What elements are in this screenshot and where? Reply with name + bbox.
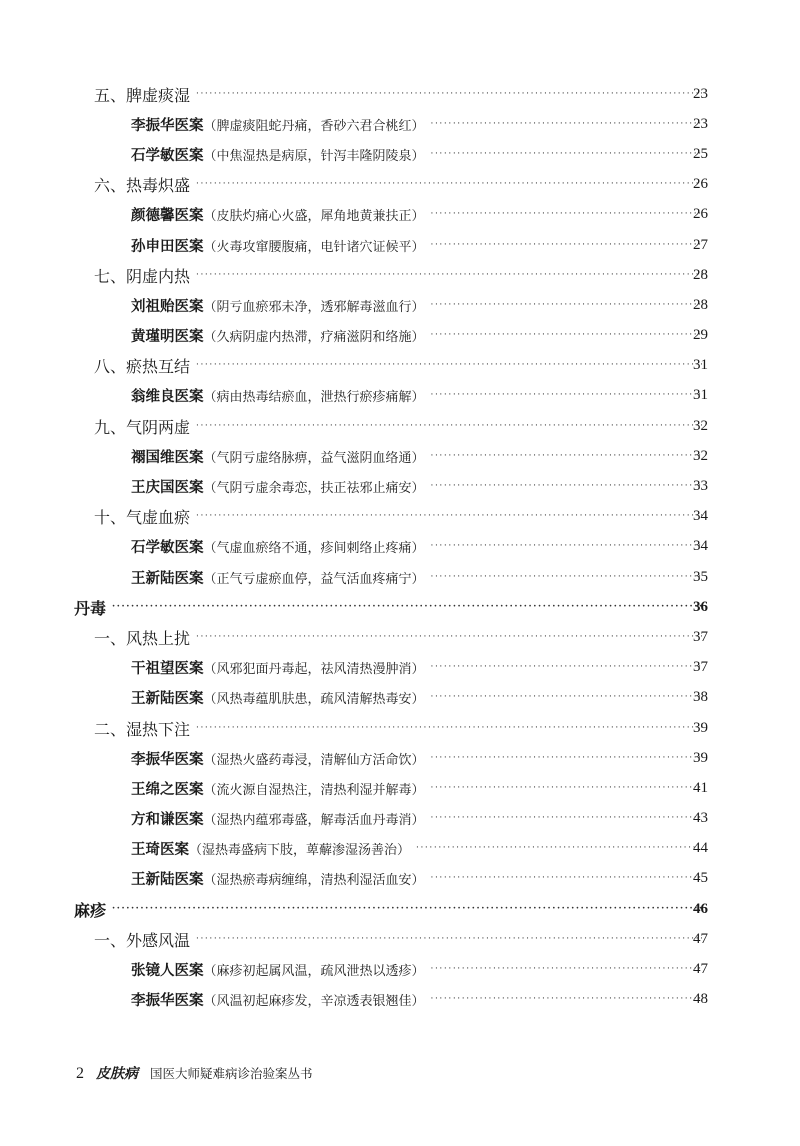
toc-page-number: 39 [693, 719, 708, 736]
toc-case-row[interactable] [0, 381, 800, 411]
leader-dots [196, 633, 702, 642]
toc-case-row[interactable] [0, 954, 800, 984]
toc-entry-title [131, 687, 425, 708]
toc-page-number: 35 [693, 568, 708, 585]
toc-page-number: 23 [693, 115, 708, 132]
case-physician-name: 张镜人医案 [131, 962, 204, 980]
leader-dots [431, 995, 702, 1004]
toc-page-number: 46 [693, 900, 708, 917]
case-physician-name: 刘祖贻医案 [131, 297, 204, 315]
toc-case-row[interactable] [0, 139, 800, 169]
toc-entry-title [131, 144, 425, 165]
toc-page-number: 37 [693, 628, 708, 645]
toc-entry-title [131, 808, 425, 829]
case-description: （湿热火盛药毒浸，清解仙方活命饮） [203, 752, 425, 768]
toc-case-row[interactable] [0, 743, 800, 773]
toc-section-row[interactable] [0, 411, 800, 441]
section-title: 十、气虚血瘀 [94, 508, 191, 528]
leader-dots [431, 210, 702, 219]
toc-entry-title [131, 778, 425, 799]
leader-dots [196, 422, 702, 431]
case-description: （气阴亏虚络脉痹，益气滋阴血络通） [203, 450, 425, 466]
case-physician-name: 李振华医案 [131, 992, 204, 1010]
case-description: （久病阴虚内热滞，疗痛滋阴和络施） [203, 330, 425, 346]
leader-dots [196, 935, 702, 944]
toc-entry-title [131, 385, 425, 406]
toc-case-row[interactable] [0, 683, 800, 713]
case-description: （病由热毒结瘀血，泄热行瘀疹痛解） [203, 390, 425, 406]
toc-case-row[interactable] [0, 471, 800, 501]
case-physician-name: 黄瑾明医案 [131, 328, 204, 346]
section-title: 八、瘀热互结 [94, 357, 191, 377]
toc-page-number: 31 [693, 387, 708, 404]
case-physician-name: 王庆国医案 [131, 479, 204, 497]
toc-entry-title [131, 295, 425, 316]
leader-dots [431, 120, 702, 129]
toc-page-number: 38 [693, 689, 708, 706]
case-description: （湿热瘀毒病缠绵，清热利湿活血安） [203, 873, 425, 889]
leader-dots [431, 965, 702, 974]
case-description: （中焦湿热是病原，针泻丰隆阴陵泉） [203, 148, 425, 164]
toc-case-row[interactable] [0, 653, 800, 683]
toc-entry-title [131, 657, 425, 678]
case-description: （风邪犯面丹毒起，祛风清热漫肿消） [203, 662, 425, 678]
leader-dots [112, 905, 702, 914]
table-of-contents [0, 79, 800, 1015]
toc-page-number: 32 [693, 417, 708, 434]
toc-page-number: 41 [693, 779, 708, 796]
toc-page-number: 28 [693, 266, 708, 283]
section-title: 二、湿热下注 [94, 719, 191, 739]
toc-entry-title [131, 748, 425, 769]
case-description: （火毒攻窜腰腹痛，电针诸穴证候平） [203, 239, 425, 255]
book-title: 皮肤病 [96, 1066, 138, 1082]
toc-entry-title [131, 114, 425, 135]
leader-dots [431, 784, 702, 793]
toc-section-row[interactable] [0, 622, 800, 652]
toc-case-row[interactable] [0, 290, 800, 320]
case-description: （气虚血瘀络不通，疹间刺络止疼痛） [203, 541, 425, 557]
leader-dots [431, 693, 702, 702]
case-physician-name: 干祖望医案 [131, 660, 204, 678]
toc-chapter-row[interactable] [0, 894, 800, 924]
toc-case-row[interactable] [0, 804, 800, 834]
case-physician-name: 石学敏医案 [131, 146, 204, 164]
case-physician-name: 王琦医案 [131, 841, 189, 859]
toc-case-row[interactable] [0, 834, 800, 864]
toc-page-number: 47 [693, 930, 708, 947]
toc-page-number: 29 [693, 327, 708, 344]
toc-entry-title [131, 235, 425, 256]
case-physician-name: 禤国维医案 [131, 448, 204, 466]
toc-chapter-row[interactable] [0, 592, 800, 622]
section-title: 五、脾虚痰湿 [94, 85, 191, 105]
leader-dots [431, 663, 702, 672]
leader-dots [431, 542, 702, 551]
toc-entry-title [131, 325, 425, 346]
case-physician-name: 王新陆医案 [131, 871, 204, 889]
page-footer [76, 1063, 313, 1083]
toc-case-row[interactable] [0, 773, 800, 803]
toc-case-row[interactable] [0, 985, 800, 1015]
toc-section-row[interactable] [0, 351, 800, 381]
case-description: （皮肤灼痛心火盛，犀角地黄兼扶正） [203, 209, 425, 225]
chapter-title: 丹毒 [74, 598, 107, 618]
toc-entry-title [131, 838, 410, 859]
toc-page-number: 31 [693, 357, 708, 374]
chapter-title: 麻疹 [74, 900, 107, 920]
toc-case-row[interactable] [0, 321, 800, 351]
toc-case-row[interactable] [0, 532, 800, 562]
toc-page-number: 47 [693, 961, 708, 978]
case-physician-name: 翁维良医案 [131, 388, 204, 406]
toc-entry-title [131, 476, 425, 497]
toc-section-row[interactable] [0, 170, 800, 200]
leader-dots [416, 844, 702, 853]
toc-section-row[interactable] [0, 260, 800, 290]
leader-dots [431, 482, 702, 491]
toc-page-number: 37 [693, 659, 708, 676]
toc-entry-title [131, 959, 425, 980]
toc-entry-title [131, 868, 425, 889]
toc-entry-title [131, 446, 425, 467]
toc-section-row[interactable] [0, 924, 800, 954]
toc-page-number: 39 [693, 749, 708, 766]
toc-page-number: 36 [693, 598, 708, 615]
toc-section-row[interactable] [0, 79, 800, 109]
toc-page-number: 43 [693, 810, 708, 827]
case-description: （麻疹初起属风温，疏风泄热以透疹） [203, 964, 425, 980]
toc-case-row[interactable] [0, 864, 800, 894]
leader-dots [196, 512, 702, 521]
case-physician-name: 王绵之医案 [131, 780, 204, 798]
case-description: （气阴亏虚余毒恋，扶正祛邪止痛安） [203, 481, 425, 497]
case-description: （风温初起麻疹发，辛凉透表银翘佳） [203, 994, 425, 1010]
toc-entry-title [131, 536, 425, 557]
toc-case-row[interactable] [0, 441, 800, 471]
toc-entry-title [131, 989, 425, 1010]
section-title: 七、阴虚内热 [94, 266, 191, 286]
toc-case-row[interactable] [0, 230, 800, 260]
leader-dots [431, 874, 702, 883]
toc-page-number: 33 [693, 478, 708, 495]
leader-dots [431, 573, 702, 582]
toc-page-number: 28 [693, 296, 708, 313]
page-number: 2 [76, 1065, 84, 1082]
toc-page-number: 25 [693, 145, 708, 162]
case-physician-name: 李振华医案 [131, 750, 204, 768]
leader-dots [431, 814, 702, 823]
section-title: 一、外感风温 [94, 930, 191, 950]
toc-page-number: 32 [693, 447, 708, 464]
case-physician-name: 石学敏医案 [131, 539, 204, 557]
case-physician-name: 孙申田医案 [131, 237, 204, 255]
section-title: 一、风热上扰 [94, 628, 191, 648]
toc-case-row[interactable] [0, 109, 800, 139]
case-description: （风热毒蕴肌肤患，疏风清解热毒安） [203, 692, 425, 708]
toc-section-row[interactable] [0, 713, 800, 743]
leader-dots [431, 301, 702, 310]
leader-dots [196, 271, 702, 280]
series-title: 国医大师疑难病诊治验案丛书 [150, 1067, 313, 1081]
leader-dots [112, 603, 702, 612]
case-description: （湿热毒盛病下肢，萆薢渗湿汤善治） [189, 843, 411, 859]
leader-dots [431, 754, 702, 763]
toc-page-number: 34 [693, 508, 708, 525]
case-description: （脾虚痰阻蛇丹痛，香砂六君合桃红） [203, 118, 425, 134]
toc-page-number: 26 [693, 206, 708, 223]
leader-dots [196, 724, 702, 733]
case-physician-name: 方和谦医案 [131, 811, 204, 829]
case-description: （流火源自湿热注，清热利湿并解毒） [203, 782, 425, 798]
case-description: （阴亏血瘀邪未净，透邪解毒滋血行） [203, 299, 425, 315]
case-physician-name: 王新陆医案 [131, 569, 204, 587]
case-physician-name: 王新陆医案 [131, 690, 204, 708]
toc-page-number: 34 [693, 538, 708, 555]
toc-case-row[interactable] [0, 200, 800, 230]
leader-dots [431, 452, 702, 461]
case-physician-name: 李振华医案 [131, 116, 204, 134]
leader-dots [196, 180, 702, 189]
section-title: 六、热毒炽盛 [94, 176, 191, 196]
leader-dots [431, 331, 702, 340]
case-description: （正气亏虚瘀血停，益气活血疼痛宁） [203, 571, 425, 587]
toc-entry-title [131, 204, 425, 225]
leader-dots [431, 150, 702, 159]
toc-page-number: 44 [693, 840, 708, 857]
toc-page-number: 26 [693, 176, 708, 193]
toc-page-number: 48 [693, 991, 708, 1008]
toc-case-row[interactable] [0, 562, 800, 592]
leader-dots [431, 241, 702, 250]
leader-dots [196, 90, 702, 99]
case-physician-name: 颜德馨医案 [131, 207, 204, 225]
toc-page-number: 23 [693, 85, 708, 102]
toc-section-row[interactable] [0, 502, 800, 532]
leader-dots [431, 391, 702, 400]
leader-dots [196, 361, 702, 370]
toc-entry-title [131, 567, 425, 588]
toc-page-number: 27 [693, 236, 708, 253]
toc-page-number: 45 [693, 870, 708, 887]
section-title: 九、气阴两虚 [94, 417, 191, 437]
case-description: （湿热内蕴邪毒盛，解毒活血丹毒消） [203, 813, 425, 829]
